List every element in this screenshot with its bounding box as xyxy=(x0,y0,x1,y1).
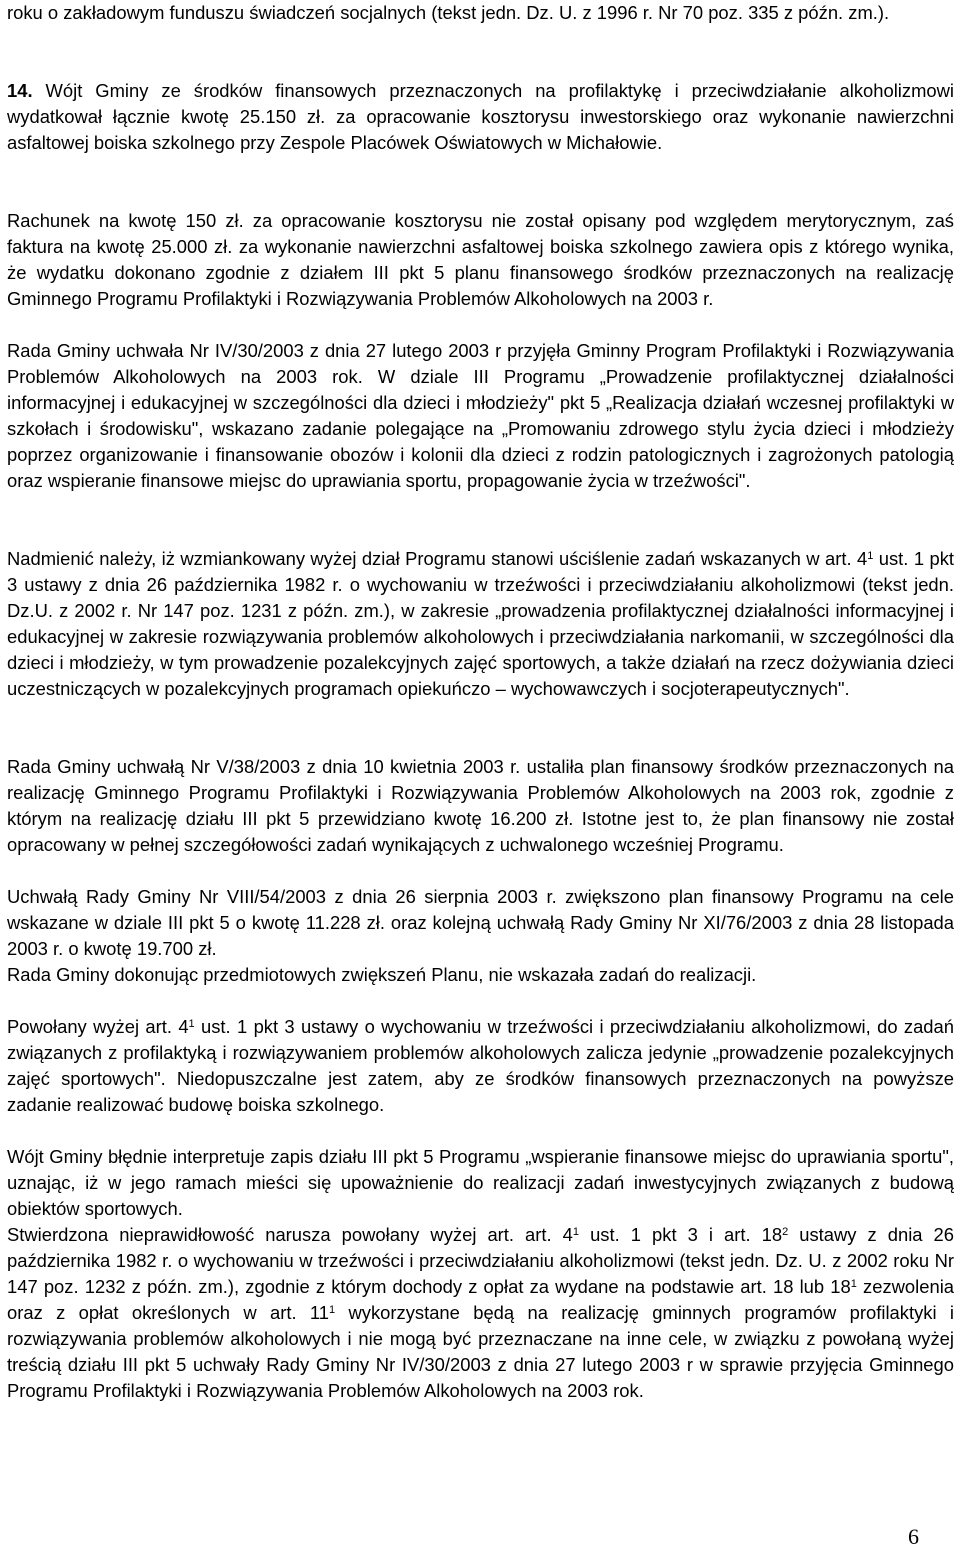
superscript: 1 xyxy=(572,1226,580,1238)
paragraph-amendments xyxy=(7,884,954,962)
paragraph-violation-text-a: Stwierdzona nieprawidłowość narusza powołany wyżej art. art. 4 xyxy=(7,1224,573,1245)
superscript: 1 xyxy=(188,1018,195,1030)
paragraph-no-tasks-text: Rada Gminy dokonując przedmiotowych zwiększeń Planu, nie wskazała zadań do realizacji. xyxy=(7,964,757,985)
paragraph-violation-text-e: wykorzystane będą na realizację gminnych programów profilaktyki i rozwiązywania problemów alkoholowych i nie mogą być przeznaczane na inne cele, w związku z powołaną wyżej treścią działu III pkt 5 uchwały Rady Gminy Nr IV/30/2003 z dnia 27 lutego 2003 r w sprawie przyjęcia Gminnego Programu Profilaktyki i Rozwiązywania Problemów Alkoholowych na 2003 rok. xyxy=(7,1302,954,1401)
paragraph-statute-text-b: ust. 1 pkt 3 ustawy z dnia 26 października 1982 r. o wychowaniu w trzeźwości i przeciwdziałaniu alkoholizmowi (tekst jedn. Dz.U. z 2002 r. Nr 147 poz. 1231 z późn. zm.), w zakresie „prowadzenia profilaktycznej działalności informacyjnej i edukacyjnej w zakresie rozwiązywania problemów alkoholowych i przeciwdziałania narkomanii, w szczególności dla dzieci i młodzieży, w tym prowadzenie pozalekcyjnych zajęć sportowych, a także działań na rzecz dożywiania dzieci uczestniczących w pozalekcyjnych programach opiekuńczo – wychowawczych i socjoterapeutycznych". xyxy=(7,548,954,699)
paragraph-article-text-a: Powołany wyżej art. 4 xyxy=(7,1016,189,1037)
paragraph-amendments-text: Uchwałą Rady Gminy Nr VIII/54/2003 z dnia 26 sierpnia 2003 r. zwiększono plan finansowy Programu na cele wskazane w dziale III pkt 5 o kwotę 11.228 zł. oraz kolejną uchwałą Rady Gminy Nr XI/76/2003 z dnia 28 listopada 2003 r. o kwotę 19.700 zł. xyxy=(7,886,954,959)
paragraph-invoice xyxy=(7,208,954,312)
paragraph-financial-plan xyxy=(7,754,954,858)
paragraph-14-text: Wójt Gminy ze środków finansowych przeznaczonych na profilaktykę i przeciwdziałanie alkoholizmowi wydatkował łącznie kwotę 25.150 zł. za opracowanie kosztorysu inwestorskiego oraz wykonanie nawierzchni asfaltowej boiska szkolnego przy Zespole Placówek Oświatowych w Michałowie. xyxy=(7,80,954,153)
paragraph-violation xyxy=(7,1222,954,1404)
section-number: 14. xyxy=(7,80,33,101)
superscript: 1 xyxy=(329,1304,336,1316)
paragraph-article-text-b: ust. 1 pkt 3 ustawy o wychowaniu w trzeźwości i przeciwdziałaniu alkoholizmowi, do zadań związanych z profilaktyką i rozwiązywaniem problemów alkoholowych zalicza jedynie „prowadzenie pozalekcyjnych zajęć sportowych". Niedopuszczalne jest zatem, aby ze środków finansowych przeznaczonych na powyższe zadanie realizować budowę boiska szkolnego. xyxy=(7,1016,954,1115)
paragraph-statute xyxy=(7,546,954,702)
page-number: 6 xyxy=(908,1524,919,1549)
paragraph-violation-text-d: zezwolenia oraz z opłat określonych w art. 11 xyxy=(7,1276,955,1323)
paragraph-no-tasks xyxy=(7,962,954,988)
paragraph-violation-text-b: ust. 1 pkt 3 i art. 18 xyxy=(579,1224,783,1245)
paragraph-interpretation-text: Wójt Gminy błędnie interpretuje zapis działu III pkt 5 Programu „wspieranie finansowe miejsc do uprawiania sportu", uznając, iż w jego ramach mieści się upoważnienie do realizacji zadań inwestycyjnych związanych z budową obiektów sportowych. xyxy=(7,1146,954,1219)
paragraph-invoice-text: Rachunek na kwotę 150 zł. za opracowanie kosztorysu nie został opisany pod względem merytorycznym, zaś faktura na kwotę 25.000 zł. za wykonanie nawierzchni asfaltowej boiska szkolnego zawiera opis z którego wynika, że wydatku dokonano zgodnie z działem III pkt 5 planu finansowego środków przeznaczonych na realizację Gminnego Programu Profilaktyki i Rozwiązywania Problemów Alkoholowych na 2003 r. xyxy=(7,210,954,309)
paragraph-violation-text-c: ustawy z dnia 26 października 1982 r. o wychowaniu w trzeźwości i przeciwdziałaniu alkoholizmowi (tekst jedn. Dz. U. z 2002 roku Nr 147 poz. 1232 z późn. zm.), zgodnie z którym dochody z opłat za wydane na podstawie art. 18 lub 18 xyxy=(7,1224,955,1297)
paragraph-program-text: Rada Gminy uchwała Nr IV/30/2003 z dnia 27 lutego 2003 r przyjęła Gminny Program Profilaktyki i Rozwiązywania Problemów Alkoholowych na 2003 rok. W dziale III Programu „Prowadzenie profilaktycznej działalności informacyjnej i edukacyjnej w szczególności dla dzieci i młodzieży" pkt 5 „Realizacja działań wczesnej profilaktyki w szkołach i środowisku", wskazano zadanie polegające na „Promowaniu zdrowego stylu życia dzieci i młodzieży poprzez organizowanie i finansowanie obozów i kolonii dla dzieci z rodzin patologicznych i zagrożonych patologią oraz wspieranie finansowe miejsc do uprawiania sportu, propagowanie życia w trzeźwości". xyxy=(7,340,954,491)
paragraph-14 xyxy=(7,78,954,156)
paragraph-financial-plan-text: Rada Gminy uchwałą Nr V/38/2003 z dnia 10 kwietnia 2003 r. ustaliła plan finansowy środków przeznaczonych na realizację Gminnego Programu Profilaktyki i Rozwiązywania Problemów Alkoholowych na 2003 rok, zgodnie z którym na realizację działu III pkt 5 przewidziano kwotę 16.200 zł. Istotne jest to, że plan finansowy nie został opracowany w pełnej szczegółowości zadań wynikających z uchwalonego wcześniej Programu. xyxy=(7,756,954,855)
superscript: 2 xyxy=(782,1226,789,1238)
superscript: 1 xyxy=(867,550,874,562)
paragraph-intro-text: roku o zakładowym funduszu świadczeń socjalnych (tekst jedn. Dz. U. z 1996 r. Nr 70 poz. 335 z późn. zm.). xyxy=(7,2,890,23)
paragraph-article xyxy=(7,1014,954,1118)
paragraph-program xyxy=(7,338,954,494)
superscript: 1 xyxy=(850,1278,857,1290)
paragraph-intro xyxy=(7,0,954,26)
paragraph-statute-text-a: Nadmienić należy, iż wzmiankowany wyżej dział Programu stanowi uściślenie zadań wskazanych w art. 4 xyxy=(7,548,868,569)
paragraph-interpretation xyxy=(7,1144,954,1222)
